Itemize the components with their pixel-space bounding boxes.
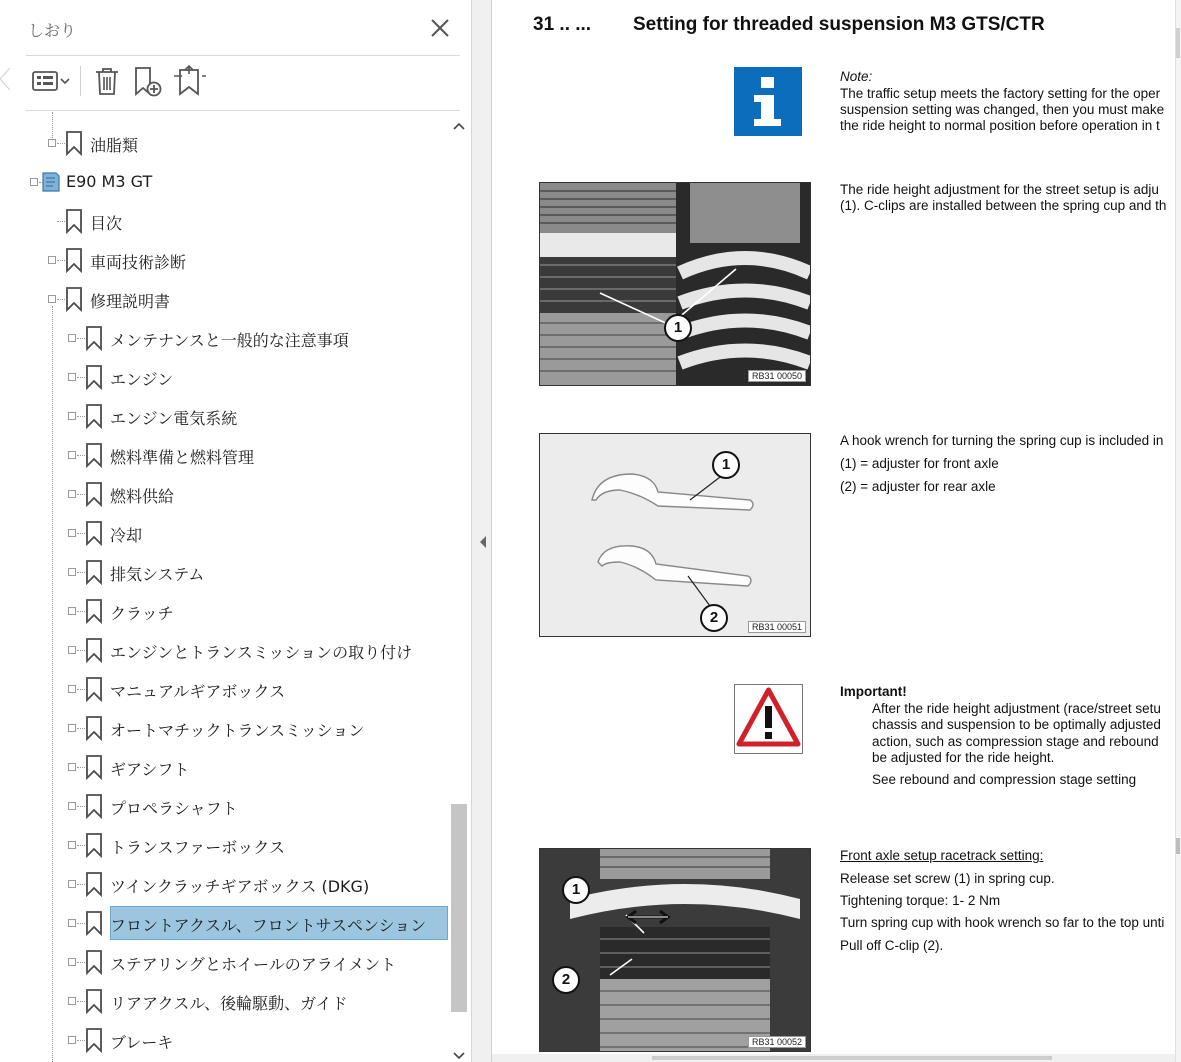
document-page [493, 0, 1181, 1062]
collapse-panel-icon[interactable] [479, 535, 487, 549]
bookmark-icon [84, 598, 104, 624]
bookmark-item[interactable] [0, 1023, 448, 1057]
bookmark-item[interactable] [0, 711, 448, 745]
expand-toggle[interactable] [48, 139, 56, 147]
bookmark-icon [84, 1027, 104, 1053]
figure-id: RB31 00051 [748, 621, 806, 633]
bookmark-label: 冷却 [110, 526, 143, 545]
bookmark-icon [64, 247, 84, 273]
bookmark-item[interactable] [0, 165, 448, 199]
bookmark-label: ツインクラッチギアボックス (DKG) [110, 877, 370, 896]
bookmark-item[interactable] [0, 516, 448, 550]
bookmark-item[interactable] [0, 399, 448, 433]
trash-icon[interactable] [90, 64, 124, 98]
scrollbar-thumb[interactable] [451, 804, 467, 1012]
section-number: 31 .. ... [533, 14, 592, 35]
page-edge-marker [1176, 28, 1180, 58]
expand-toggle[interactable] [68, 490, 76, 498]
bookmark-tree [0, 112, 448, 1062]
divider [26, 55, 460, 56]
expand-toggle[interactable] [68, 412, 76, 420]
expand-toggle[interactable] [68, 802, 76, 810]
expand-toggle[interactable] [68, 1036, 76, 1044]
bookmark-icon [84, 637, 104, 663]
bookmark-item[interactable] [0, 594, 448, 628]
note-line: The traffic setup meets the factory setting for the oper [840, 86, 1161, 101]
bookmark-item[interactable] [0, 243, 448, 277]
step-line: Release set screw (1) in spring cup. [840, 871, 1055, 886]
paragraph-line: (1) = adjuster for front axle [840, 456, 999, 471]
expand-toggle[interactable] [30, 178, 38, 186]
bookmark-label: プロペラシャフト [110, 799, 238, 818]
bookmark-label: トランスファーボックス [110, 838, 286, 857]
bookmark-icon [64, 130, 84, 156]
bookmark-item[interactable] [0, 906, 448, 940]
paragraph-line: (2) = adjuster for rear axle [840, 479, 996, 494]
bookmark-item[interactable] [0, 477, 448, 511]
expand-toggle[interactable] [68, 919, 76, 927]
figure-hook-wrench [539, 433, 811, 637]
bookmark-label: エンジン [110, 370, 174, 389]
bookmark-item[interactable] [0, 555, 448, 589]
bookmark-icon [64, 286, 84, 312]
bookmark-label: ブレーキ [110, 1033, 174, 1052]
chevron-down-icon[interactable] [452, 1050, 466, 1062]
bookmark-item[interactable] [0, 828, 448, 862]
bookmark-label: 修理説明書 [90, 292, 171, 311]
panel-title: しおり [28, 21, 77, 40]
bookmark-icon [84, 325, 104, 351]
expand-toggle[interactable] [68, 724, 76, 732]
expand-toggle[interactable] [68, 880, 76, 888]
bookmark-item[interactable] [0, 204, 448, 238]
bookmark-label: エンジン電気系統 [110, 409, 238, 428]
expand-toggle[interactable] [68, 607, 76, 615]
note-line: the ride height to normal position before operation in t [840, 118, 1160, 133]
expand-toggle[interactable] [68, 529, 76, 537]
expand-toggle[interactable] [68, 958, 76, 966]
see-reference-link: See rebound and compression stage setting [872, 772, 1137, 787]
document-right-edge [1175, 0, 1181, 1062]
step-line: Turn spring cup with hook wrench so far to the top unti [840, 915, 1165, 930]
bookmark-label: 燃料準備と燃料管理 [110, 448, 255, 467]
bookmark-icon [84, 676, 104, 702]
toolbar-divider [80, 66, 81, 96]
bookmark-label: 車両技術診断 [90, 253, 187, 272]
document-icon [40, 169, 62, 195]
note-line: suspension setting was changed, then you must make [840, 102, 1165, 117]
bookmark-icon [84, 481, 104, 507]
panel-notch [0, 68, 10, 90]
bookmark-expand-icon[interactable] [172, 64, 208, 98]
bookmark-item[interactable] [0, 750, 448, 784]
expand-toggle[interactable] [68, 451, 76, 459]
front-axle-heading: Front axle setup racetrack setting: [840, 848, 1044, 863]
bookmark-label: エンジンとトランスミッションの取り付け [110, 643, 413, 662]
callout-2: 2 [700, 604, 728, 632]
expand-toggle[interactable] [48, 295, 56, 303]
bookmark-icon [84, 403, 104, 429]
expand-toggle[interactable] [68, 568, 76, 576]
important-line: action, such as compression stage and rebound [872, 734, 1159, 749]
bookmark-label: 排気システム [110, 565, 205, 584]
page-title: Setting for threaded suspension M3 GTS/CTR [633, 14, 1045, 35]
expand-toggle[interactable] [68, 373, 76, 381]
bookmark-item[interactable] [0, 438, 448, 472]
note-label: Note: [840, 69, 873, 84]
bookmark-label: E90 M3 GT [66, 172, 153, 191]
figure-spring-cup-street [539, 182, 811, 386]
step-line: Pull off C-clip (2). [840, 938, 944, 953]
bookmark-label: オートマチックトランスミッション [110, 721, 365, 740]
bookmark-icon [84, 793, 104, 819]
bookmark-label: 目次 [90, 214, 123, 233]
step-line: Tightening torque: 1- 2 Nm [840, 893, 1001, 908]
figure-id: RB31 00050 [748, 370, 806, 382]
bookmark-item[interactable] [0, 867, 448, 901]
bookmark-icon [84, 520, 104, 546]
bookmark-icon [64, 208, 84, 234]
bookmark-label: 燃料供給 [110, 487, 175, 506]
expand-toggle[interactable] [68, 646, 76, 654]
bookmark-icon [84, 442, 104, 468]
expand-toggle[interactable] [68, 841, 76, 849]
important-line: be adjusted for the ride height. [872, 750, 1055, 765]
bookmark-icon [84, 559, 104, 585]
bookmark-label: リアアクスル、後輪駆動、ガイド [110, 994, 348, 1013]
bookmark-item[interactable] [0, 945, 448, 979]
figure-id: RB31 00052 [748, 1036, 806, 1048]
bookmark-icon [84, 715, 104, 741]
shock-absorber-photo [540, 183, 811, 386]
bookmark-label: クラッチ [110, 604, 174, 623]
bookmark-item[interactable] [0, 789, 448, 823]
list-options-icon[interactable] [30, 64, 72, 98]
paragraph-line: (1). C-clips are installed between the spring cup and th [840, 198, 1167, 213]
bookmark-label: ギアシフト [110, 760, 190, 779]
bookmark-item[interactable] [0, 126, 448, 160]
expand-toggle[interactable] [68, 763, 76, 771]
chevron-up-icon[interactable] [452, 120, 466, 132]
bookmark-label: マニュアルギアボックス [110, 682, 286, 701]
warning-icon [734, 684, 803, 754]
bookmark-add-icon[interactable] [130, 64, 166, 98]
bookmark-icon [84, 949, 104, 975]
bookmark-item[interactable] [0, 321, 448, 355]
bookmark-item[interactable] [0, 672, 448, 706]
bookmark-icon [84, 754, 104, 780]
bookmark-item[interactable] [0, 633, 448, 667]
bookmark-item[interactable] [0, 282, 448, 316]
info-icon [734, 67, 802, 136]
vertical-scrollbar[interactable] [448, 112, 470, 1062]
important-line: chassis and suspension to be optimally adjusted [872, 717, 1161, 732]
bookmark-label: フロントアクスル、フロントサスペンション [110, 916, 427, 935]
panel-splitter[interactable] [472, 0, 492, 1062]
bookmark-icon [84, 910, 104, 936]
callout-2: 2 [552, 966, 580, 994]
expand-toggle[interactable] [48, 256, 56, 264]
expand-toggle[interactable] [68, 997, 76, 1005]
callout-1: 1 [664, 314, 692, 342]
bookmark-icon [84, 364, 104, 390]
bookmark-label: メンテナンスと一般的な注意事項 [110, 331, 349, 350]
divider [26, 110, 460, 111]
bookmark-icon [84, 832, 104, 858]
page-edge-marker [1176, 838, 1180, 854]
bookmark-item[interactable] [0, 984, 448, 1018]
horizontal-scrollbar[interactable] [492, 1054, 1175, 1062]
expand-toggle[interactable] [68, 685, 76, 693]
bookmark-toolbar [26, 60, 466, 104]
paragraph-line: The ride height adjustment for the street setup is adju [840, 182, 1159, 197]
close-icon[interactable] [426, 14, 454, 42]
bookmark-item[interactable] [0, 360, 448, 394]
bookmark-label: ステアリングとホイールのアライメント [110, 955, 397, 974]
figure-front-axle-setup [539, 848, 811, 1052]
hook-wrench-drawing [540, 434, 811, 637]
important-label: Important! [840, 684, 907, 699]
bookmark-label: 油脂類 [90, 136, 139, 155]
callout-1: 1 [562, 876, 590, 904]
bookmark-icon [84, 871, 104, 897]
important-line: After the ride height adjustment (race/street setu [872, 701, 1161, 716]
paragraph-line: A hook wrench for turning the spring cup is included in [840, 433, 1164, 448]
callout-1: 1 [712, 451, 740, 479]
bookmarks-panel [0, 0, 472, 1062]
scrollbar-thumb[interactable] [652, 1056, 1052, 1060]
expand-toggle[interactable] [68, 334, 76, 342]
bookmark-icon [84, 988, 104, 1014]
